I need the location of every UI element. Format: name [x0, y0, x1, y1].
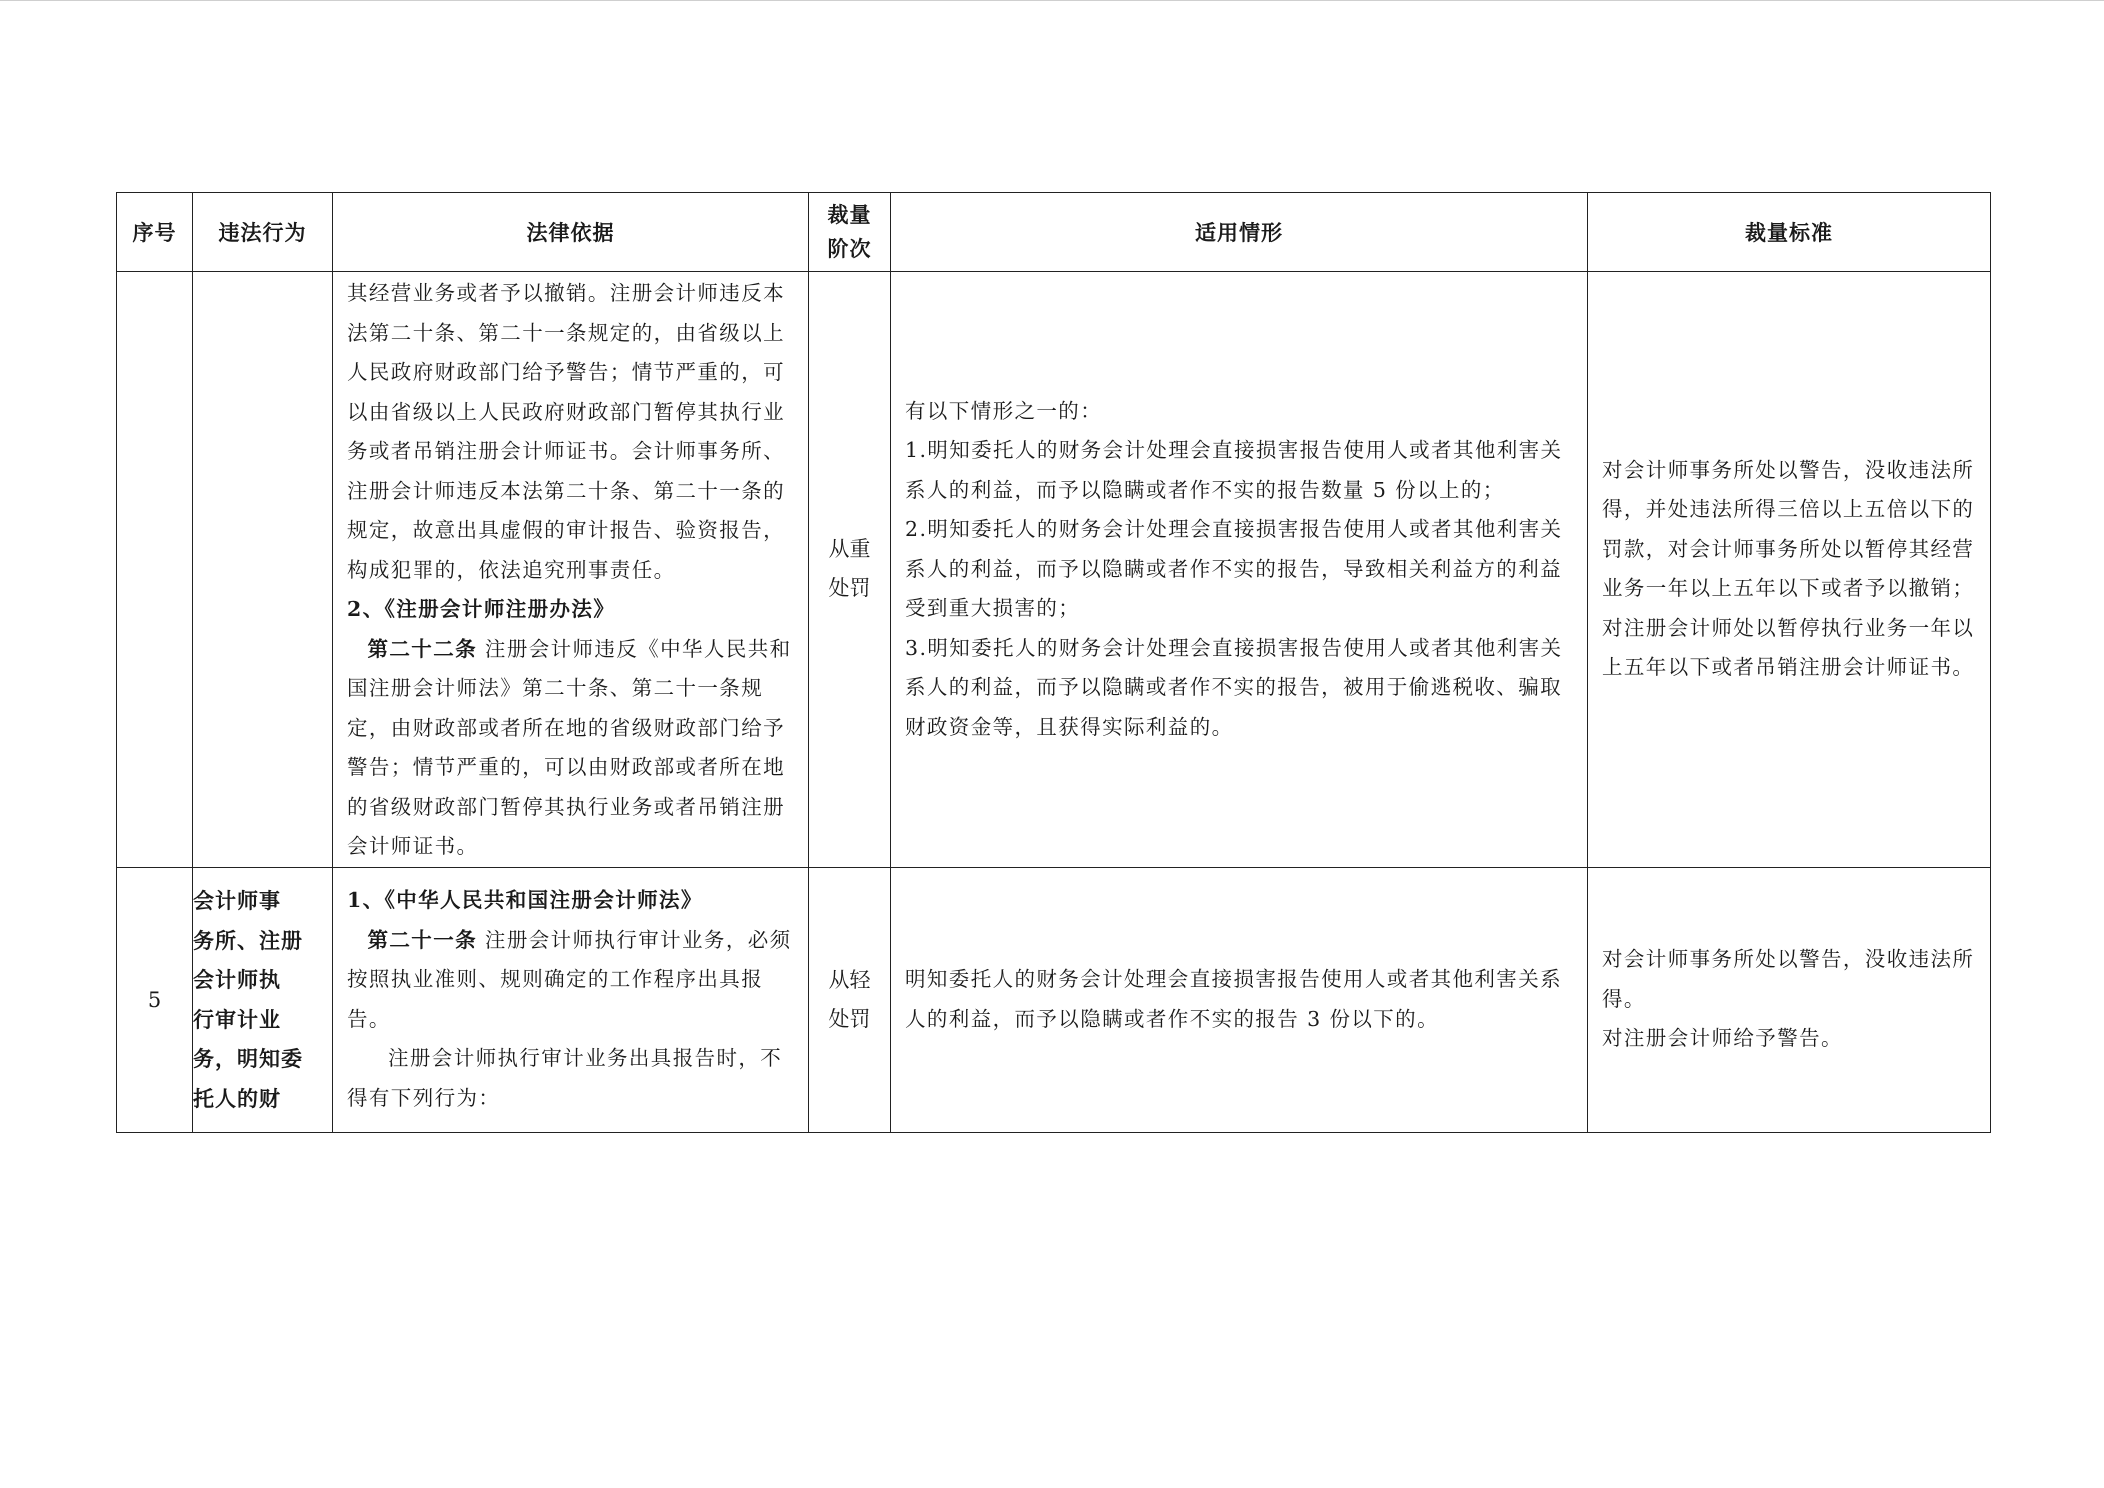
header-discretion-level	[809, 193, 891, 272]
row1-level-line-2: 处罚	[828, 576, 871, 601]
row2-level-line-1: 从轻	[828, 967, 871, 992]
row1-level-line-1: 从重	[828, 537, 871, 562]
row1-serial-cell	[117, 272, 193, 868]
header-legal-basis: 法律依据	[333, 193, 809, 272]
law-heading-registration-measures: 2、《注册会计师注册办法》	[347, 597, 616, 621]
table-row	[117, 272, 1991, 868]
row1-violation-cell	[193, 272, 333, 868]
law-article-21	[347, 921, 796, 1040]
situation-item-3: 3.明知委托人的财务会计处理会直接损害报告使用人或者其他利害关系人的利益，而予以隐瞒或者作不实的报告，被用于偷逃税收、骗取财政资金等，且获得实际利益的。	[905, 635, 1563, 739]
row2-situation-cell	[891, 867, 1588, 1132]
row1-standard-text: 对会计师事务所处以警告，没收违法所得，并处违法所得三倍以上五倍以下的罚款，对会计师事务所处以暂停其经营业务一年以上五年以下或者予以撤销；对注册会计师处以暂停执行业务一年以上五年以下或者吊销注册会计师证书。	[1602, 457, 1975, 680]
row2-standard-line-2: 对注册会计师给予警告。	[1602, 1026, 1843, 1051]
row2-legal-basis-cell	[333, 867, 809, 1132]
row1-standard-cell	[1588, 272, 1991, 868]
row2-standard-line-1: 对会计师事务所处以警告，没收违法所得。	[1602, 947, 1975, 1011]
row2-situation-text: 明知委托人的财务会计处理会直接损害报告使用人或者其他利害关系人的利益，而予以隐瞒或者作不实的报告 3 份以下的。	[905, 967, 1562, 1031]
law-article-22	[347, 630, 796, 867]
row1-situation-cell	[891, 272, 1588, 868]
page-top-border	[0, 0, 2104, 1]
law-article-21-para2: 注册会计师执行审计业务出具报告时，不得有下列行为：	[347, 1046, 783, 1110]
row2-violation-cell	[193, 867, 333, 1132]
row1-level-cell	[809, 272, 891, 868]
violation-line-1: 会计师事	[193, 888, 281, 913]
article-21-text: 注册会计师执行审计业务，必须按照执业准则、规则确定的工作程序出具报告。	[347, 927, 792, 1031]
article-22-text: 注册会计师违反《中华人民共和国注册会计师法》第二十条、第二十一条规定，由财政部或者所在地的省级财政部门给予警告；情节严重的，可以由财政部或者所在地的省级财政部门暂停其执行业务或者吊销注册会计师证书。	[347, 636, 792, 858]
law-text-continued: 其经营业务或者予以撤销。注册会计师违反本法第二十条、第二十一条规定的，由省级以上人民政府财政部门给予警告；情节严重的，可以由省级以上人民政府财政部门暂停其执行业务或者吊销注册会计师证书。会计师事务所、注册会计师违反本法第二十条、第二十一条的规定，故意出具虚假的审计报告、验资报告，构成犯罪的，依法追究刑事责任。	[347, 281, 785, 582]
situation-item-2: 2.明知委托人的财务会计处理会直接损害报告使用人或者其他利害关系人的利益，而予以隐瞒或者作不实的报告，导致相关利益方的利益受到重大损害的；	[905, 517, 1563, 620]
violation-line-5: 务，明知委	[193, 1046, 303, 1071]
article-22-title: 第二十二条	[367, 636, 477, 661]
row2-level-cell	[809, 867, 891, 1132]
table-row	[117, 867, 1991, 1132]
law-heading-cpa-law: 1、《中华人民共和国注册会计师法》	[347, 888, 703, 912]
violation-line-2: 务所、注册	[193, 927, 303, 953]
row2-serial-cell: 5	[117, 867, 193, 1132]
header-violation: 违法行为	[193, 193, 333, 272]
situation-item-1: 1.明知委托人的财务会计处理会直接损害报告使用人或者其他利害关系人的利益，而予以隐瞒或者作不实的报告数量 5 份以上的；	[905, 438, 1563, 502]
header-applicable-situation: 适用情形	[891, 193, 1588, 272]
header-serial-number: 序号	[117, 193, 193, 272]
discretion-standards-table	[116, 192, 1991, 1133]
situation-intro: 有以下情形之一的：	[905, 398, 1103, 423]
row1-legal-basis-cell	[333, 272, 809, 868]
violation-line-3: 会计师执	[193, 967, 281, 992]
article-21-title: 第二十一条	[367, 927, 477, 952]
row2-standard-cell	[1588, 867, 1991, 1132]
header-level-line-2: 阶次	[827, 236, 872, 261]
header-discretion-standard: 裁量标准	[1588, 193, 1991, 272]
row2-level-line-2: 处罚	[828, 1006, 871, 1031]
violation-line-6: 托人的财	[193, 1085, 281, 1111]
header-level-line-1: 裁量	[827, 202, 872, 227]
violation-line-4: 行审计业	[193, 1006, 281, 1032]
table-header-row	[117, 193, 1991, 272]
